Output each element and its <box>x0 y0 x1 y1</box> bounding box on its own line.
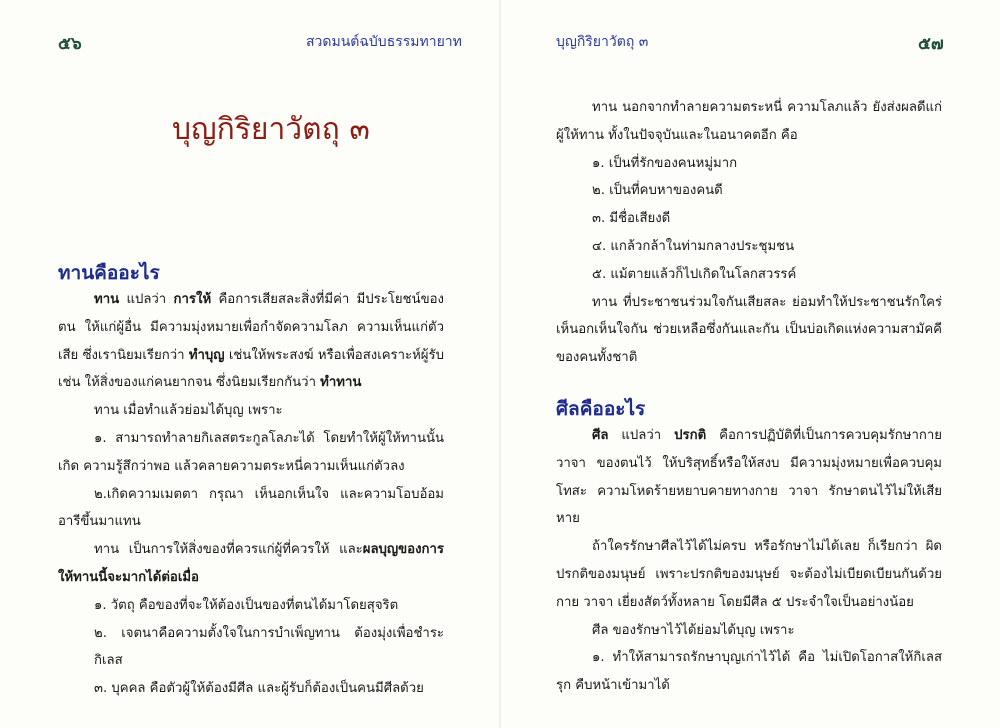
list-item: ๒. เจตนาคือความตั้งใจในการบำเพ็ญทาน ต้องมุ่งเพื่อชำระกิเลส <box>94 625 444 669</box>
text-run: คือการเสียสละสิ่งที่มีค่า มีประโยชน์ของตน ให้แก่ผู้อื่น มีความมุ่งหมายเพื่อกำจัดความโลภ ความเห็นแก่ตัวเสีย ซึ่งเรานิยมเรียกว่า <box>58 292 444 363</box>
section-heading: ทานคืออะไร <box>58 262 160 284</box>
paragraph: ๑. สามารถทำลายกิเลสตระกูลโลภะได้ โดยทำให้ผู้ให้ทานนั้นเกิด ความรู้สึกว่าพอ แล้วคลายความตระหนี่ความเห็นแก่ตัวลง <box>58 430 444 474</box>
chapter-title: บุญกิริยาวัตถุ ๓ <box>172 112 370 147</box>
page-number: ๕๗ <box>918 34 944 54</box>
paragraph <box>58 536 444 592</box>
list-item: ๒. เป็นที่คบหาของคนดี <box>592 183 723 199</box>
paragraph: ทาน นอกจากทำลายความตระหนี่ ความโลภแล้ว ยังส่งผลดีแก่ ผู้ให้ทาน ทั้งในปัจจุบันและในอนาคตอีก คือ <box>556 100 942 143</box>
left-body-text <box>58 286 444 703</box>
right-body-text-top <box>556 94 942 372</box>
section-heading: ศีลคืออะไร <box>556 398 646 420</box>
bold-term: การให้ <box>173 292 212 307</box>
list-item: ๔. แกล้วกล้าในท่ามกลางประชุมชน <box>592 238 795 254</box>
list-item: ๑. วัตถุ คือของที่จะให้ต้องเป็นของที่ตนได้มาโดยสุจริต <box>94 597 399 613</box>
text-run: คือการปฏิบัติที่เป็นการควบคุมรักษากายวาจา ของตนไว้ ให้บริสุทธิ์หรือให้สงบ มีความมุ่งหมายเพื่อควบคุมโทสะ ความโหดร้ายหยาบคายทางกาย วาจา รักษาตนไว้ไม่ให้เสียหาย <box>556 428 942 527</box>
paragraph: ทาน เมื่อทำแล้วย่อมได้บุญ เพราะ <box>94 403 283 419</box>
bold-term: ผลบุญของการให้ทานนี้จะมากได้ต่อเมื่อ <box>58 542 444 585</box>
paragraph: ศีล ของรักษาไว้ได้ย่อมได้บุญ เพราะ <box>592 622 795 638</box>
running-header: สวดมนต์ฉบับธรรมทายาท <box>306 34 462 50</box>
bold-term: ทำบุญ <box>188 347 225 363</box>
list-item: ๓. มีชื่อเสียงดี <box>592 211 671 227</box>
paragraph: ๒.เกิดความเมตตา กรุณา เห็นอกเห็นใจ และความโอบอ้อม อารีขึ้นมาแทน <box>58 486 444 530</box>
bold-term: ศีล <box>592 428 609 443</box>
text-run: แปลว่า <box>119 292 174 307</box>
paragraph: ทาน ที่ประชาชนร่วมใจกันเสียสละ ย่อมทำให้ประชาชนรักใคร่ เห็นอกเห็นใจกัน ช่วยเหลือซึ่งกันและกัน เป็นบ่อเกิดแห่งความสามัคคี ของคนทั้งชาติ <box>556 294 942 366</box>
paragraph <box>58 286 444 397</box>
bold-term: ปรกติ <box>674 428 707 443</box>
bold-term: ทำทาน <box>320 375 362 391</box>
right-body-text-bottom <box>556 422 942 700</box>
paragraph <box>556 422 942 533</box>
paragraph: ถ้าใครรักษาศีลไว้ได้ไม่ครบ หรือรักษาไม่ได้เลย ก็เรียกว่า ผิด ปรกติของมนุษย์ เพราะปรกติของมนุษย์ จะต้องไม่เบียดเบียนกันด้วย กาย วาจา เยี่ยงสัตว์ทั้งหลาย โดยมีศีล ๕ ประจำใจเป็นอย่างน้อย <box>556 539 942 610</box>
list-item: ๓. บุคคล คือตัวผู้ให้ต้องมีศีล และผู้รับก็ต้องเป็นคนมีศีลด้วย <box>94 681 424 697</box>
text-run: แปลว่า <box>608 428 675 443</box>
right-page <box>500 0 1000 728</box>
paragraph: ๑. ทำให้สามารถรักษาบุญเก่าไว้ได้ คือ ไม่เปิดโอกาสให้กิเลสรุก คืบหน้าเข้ามาได้ <box>556 650 942 694</box>
list-item: ๑. เป็นที่รักของคนหมู่มาก <box>592 155 738 171</box>
page-number: ๕๖ <box>58 34 82 54</box>
text-run: ทาน เป็นการให้สิ่งของที่ควรแก่ผู้ที่ควรให้ และ <box>94 542 363 558</box>
list-item: ๕. แม้ตายแล้วก็ไปเกิดในโลกสวรรค์ <box>592 266 797 282</box>
running-header: บุญกิริยาวัตถุ ๓ <box>556 34 649 50</box>
text-run: เช่นให้พระสงฆ์ หรือเพื่อสงเคราะห์ผู้รับเช่น ให้สิ่งของแก่คนยากจน ซึ่งนิยมเรียกกันว่า <box>58 347 444 391</box>
bold-term: ทาน <box>94 292 120 307</box>
